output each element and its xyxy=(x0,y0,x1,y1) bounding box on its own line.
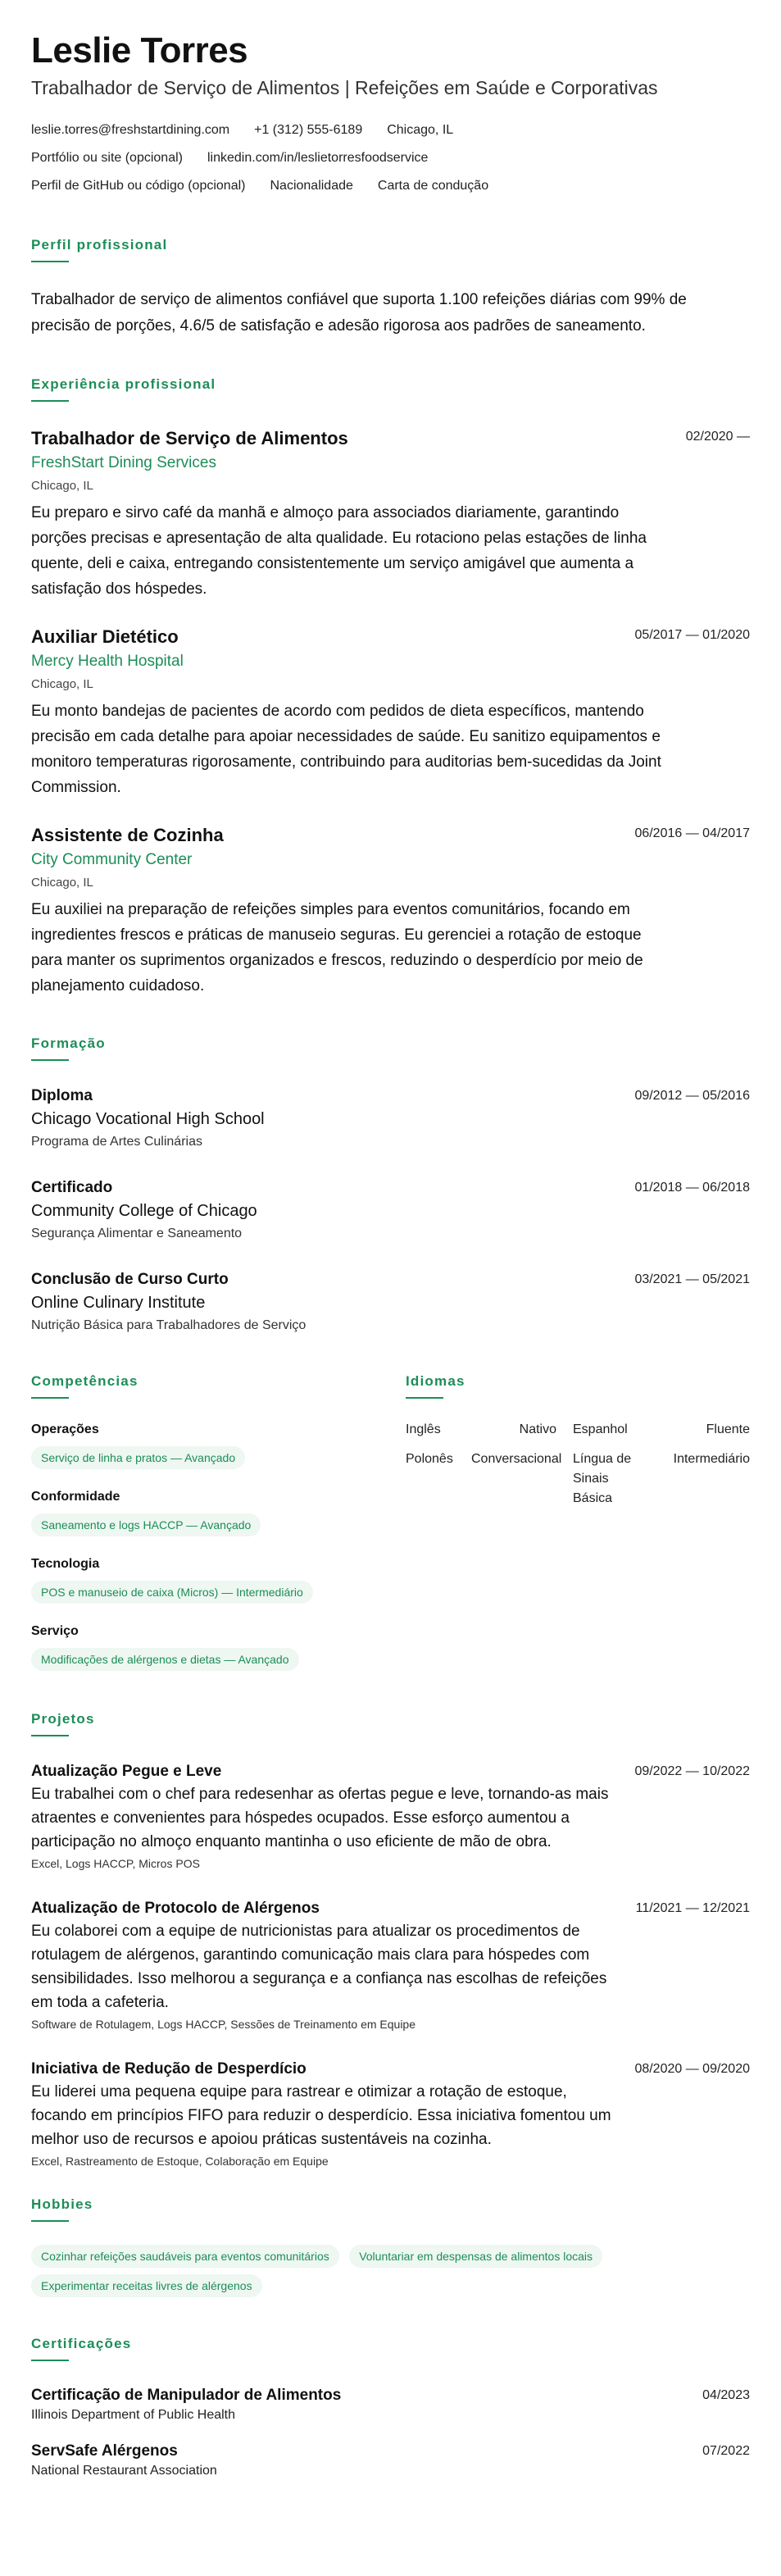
section-divider xyxy=(31,261,69,262)
contact-portfolio[interactable]: Portfólio ou site (opcional) xyxy=(31,151,183,165)
candidate-name: Leslie Torres xyxy=(31,30,248,71)
skill-group-name: Conformidade xyxy=(31,1490,120,1504)
education-degree: Certificado xyxy=(31,1179,113,1196)
contact-email[interactable]: leslie.torres@freshstartdining.com xyxy=(31,123,230,137)
language-name: Inglês xyxy=(406,1422,441,1436)
contact-location: Chicago, IL xyxy=(387,123,454,137)
certification-title: ServSafe Alérgenos xyxy=(31,2442,178,2460)
section-divider xyxy=(31,2220,69,2222)
section-title: Projetos xyxy=(31,1711,95,1727)
section-title: Perfil profissional xyxy=(31,237,168,253)
hobby-pill: Cozinhar refeições saudáveis para eventos comunitários xyxy=(31,2245,339,2268)
projects-section xyxy=(31,1710,750,2171)
skill-pill: POS e manuseio de caixa (Micros) — Intermediário xyxy=(31,1581,313,1604)
section-title: Certificações xyxy=(31,2336,132,2351)
section-divider xyxy=(31,2360,69,2361)
language-level: Nativo xyxy=(519,1422,556,1436)
education-date: 09/2012 — 05/2016 xyxy=(634,1089,750,1103)
experience-section xyxy=(31,375,750,999)
skill-group-name: Tecnologia xyxy=(31,1557,100,1571)
project-tools: Software de Rotulagem, Logs HACCP, Sessões de Treinamento em Equipe xyxy=(31,2018,415,2031)
education-field: Nutrição Básica para Trabalhadores de Serviço xyxy=(31,1318,306,1332)
certification-issuer: National Restaurant Association xyxy=(31,2464,217,2478)
education-school: Chicago Vocational High School xyxy=(31,1110,265,1128)
education-item xyxy=(31,1177,750,1245)
skill-pill: Saneamento e logs HACCP — Avançado xyxy=(31,1513,261,1536)
hobby-pill: Experimentar receitas livres de alérgenos xyxy=(31,2274,262,2297)
job-date: 05/2017 — 01/2020 xyxy=(634,628,750,642)
certification-item xyxy=(31,2442,750,2481)
certification-item xyxy=(31,2386,750,2425)
experience-item xyxy=(31,426,750,602)
section-divider xyxy=(406,1397,443,1399)
skill-group xyxy=(31,1420,406,1469)
certification-issuer: Illinois Department of Public Health xyxy=(31,2408,236,2422)
project-date: 09/2022 — 10/2022 xyxy=(634,1764,750,1778)
candidate-headline: Trabalhador de Serviço de Alimentos | Refeições em Saúde e Corporativas xyxy=(31,77,658,98)
contact-list xyxy=(31,116,621,200)
resume-header xyxy=(31,30,750,200)
language-name: Língua de Sinais Básica xyxy=(573,1452,632,1505)
certifications-section xyxy=(31,2335,750,2481)
experience-item xyxy=(31,625,750,800)
education-school: Online Culinary Institute xyxy=(31,1294,206,1312)
summary-section xyxy=(31,236,750,339)
section-divider xyxy=(31,400,69,402)
education-item xyxy=(31,1269,750,1336)
project-title: Iniciativa de Redução de Desperdício xyxy=(31,2060,306,2078)
section-divider xyxy=(31,1735,69,1736)
job-date: 06/2016 — 04/2017 xyxy=(634,826,750,840)
skills-section xyxy=(31,1372,406,1689)
contact-linkedin[interactable]: linkedin.com/in/leslietorresfoodservice xyxy=(207,151,429,165)
project-tools: Excel, Logs HACCP, Micros POS xyxy=(31,1857,200,1870)
job-title: Trabalhador de Serviço de Alimentos xyxy=(31,428,348,448)
project-tools: Excel, Rastreamento de Estoque, Colaboração em Equipe xyxy=(31,2155,329,2168)
project-item xyxy=(31,1898,750,2034)
skill-group-name: Operações xyxy=(31,1422,99,1436)
skill-group xyxy=(31,1622,406,1671)
project-item xyxy=(31,2059,750,2171)
job-location: Chicago, IL xyxy=(31,876,93,890)
language-level: Fluente xyxy=(706,1422,750,1436)
skill-group-name: Serviço xyxy=(31,1624,79,1638)
section-title: Competências xyxy=(31,1373,138,1389)
project-item xyxy=(31,1761,750,1873)
hobby-pill: Voluntariar em despensas de alimentos locais xyxy=(349,2245,602,2268)
skill-group xyxy=(31,1554,406,1604)
certification-title: Certificação de Manipulador de Alimentos xyxy=(31,2387,342,2404)
job-description: Eu auxiliei na preparação de refeições simples para eventos comunitários, focando em ingredientes frescos e práticas de manuseio seguras. Eu gerenciei a rotação de estoque para manter os suprimentos organizados e frescos, reduzindo o desperdício por meio de planejamento cuidadoso. xyxy=(31,901,643,994)
hobbies-section xyxy=(31,2196,750,2297)
job-location: Chicago, IL xyxy=(31,677,93,691)
education-field: Segurança Alimentar e Saneamento xyxy=(31,1227,243,1240)
education-date: 03/2021 — 05/2021 xyxy=(634,1272,750,1286)
job-description: Eu preparo e sirvo café da manhã e almoço para associados diariamente, garantindo porções precisas e apresentação de alta qualidade. Eu rotaciono pelas estações de linha quente, deli e caixa, entregando consistentemente um serviço amigável que aumenta a satisfação dos hóspedes. xyxy=(31,504,647,598)
hobby-list xyxy=(31,2238,687,2297)
education-field: Programa de Artes Culinárias xyxy=(31,1135,202,1149)
job-employer: City Community Center xyxy=(31,851,193,868)
education-degree: Conclusão de Curso Curto xyxy=(31,1271,229,1288)
certification-date: 07/2022 xyxy=(702,2444,750,2458)
job-description: Eu monto bandejas de pacientes de acordo com pedidos de dieta específicos, mantendo precisão em cada detalhe para apoiar necessidades de saúde. Eu sanitizo equipamentos e monitoro temperaturas rigorosamente, contribuindo para auditorias bem-sucedidas da Joint Commission. xyxy=(31,703,661,796)
contact-phone[interactable]: +1 (312) 555-6189 xyxy=(254,123,363,137)
section-title: Idiomas xyxy=(406,1373,465,1389)
contact-driving-license: Carta de condução xyxy=(377,179,489,193)
contact-nationality: Nacionalidade xyxy=(270,179,353,193)
language-list xyxy=(406,1420,750,1509)
language-name: Polonês xyxy=(406,1452,453,1466)
skill-group xyxy=(31,1487,406,1536)
languages-section xyxy=(406,1372,750,1689)
job-location: Chicago, IL xyxy=(31,479,93,493)
education-item xyxy=(31,1085,750,1153)
section-divider xyxy=(31,1059,69,1061)
project-date: 08/2020 — 09/2020 xyxy=(634,2062,750,2076)
language-level: Intermediário xyxy=(673,1452,750,1466)
skill-pill: Serviço de linha e pratos — Avançado xyxy=(31,1446,245,1469)
education-section xyxy=(31,1035,750,1336)
skill-pill: Modificações de alérgenos e dietas — Avançado xyxy=(31,1648,299,1671)
job-employer: FreshStart Dining Services xyxy=(31,454,216,471)
experience-item xyxy=(31,823,750,999)
project-date: 11/2021 — 12/2021 xyxy=(635,1901,750,1915)
education-school: Community College of Chicago xyxy=(31,1202,257,1220)
contact-github[interactable]: Perfil de GitHub ou código (opcional) xyxy=(31,179,246,193)
section-title: Experiência profissional xyxy=(31,376,216,392)
language-name: Espanhol xyxy=(573,1422,628,1436)
summary-text: Trabalhador de serviço de alimentos confiável que suporta 1.100 refeições diárias com 99% de precisão de porções, 4.6/5 de satisfação e adesão rigorosa aos padrões de saneamento. xyxy=(31,291,687,335)
job-title: Auxiliar Dietético xyxy=(31,626,179,647)
section-title: Hobbies xyxy=(31,2196,93,2212)
project-title: Atualização Pegue e Leve xyxy=(31,1763,222,1780)
project-description: Eu colaborei com a equipe de nutricionistas para atualizar os procedimentos de rotulagem de alérgenos, garantindo comunicação mais clara para hóspedes com sensibilidades. Isso melhorou a segurança e a confiança nas escolhas de refeições em toda a cafeteria. xyxy=(31,1923,607,2011)
job-employer: Mercy Health Hospital xyxy=(31,653,184,670)
job-date: 02/2020 — xyxy=(685,430,750,444)
project-title: Atualização de Protocolo de Alérgenos xyxy=(31,1900,320,1917)
education-degree: Diploma xyxy=(31,1087,93,1104)
section-divider xyxy=(31,1397,69,1399)
language-level: Conversacional xyxy=(471,1452,562,1466)
project-description: Eu liderei uma pequena equipe para rastrear e otimizar a rotação de estoque, focando em princípios FIFO para reduzir o desperdício. Essa iniciativa fomentou um melhor uso de recursos e apoiou práticas sustentáveis na cozinha. xyxy=(31,2083,611,2148)
job-title: Assistente de Cozinha xyxy=(31,825,224,845)
project-description: Eu trabalhei com o chef para redesenhar as ofertas pegue e leve, tornando-as mais atraentes e convenientes para hóspedes ocupados. Esse esforço aumentou a participação no almoço enquanto mantinha o uso eficiente de mão de obra. xyxy=(31,1786,609,1850)
section-title: Formação xyxy=(31,1035,106,1051)
skills-languages-row xyxy=(31,1372,750,1689)
education-date: 01/2018 — 06/2018 xyxy=(634,1181,750,1195)
certification-date: 04/2023 xyxy=(702,2388,750,2402)
